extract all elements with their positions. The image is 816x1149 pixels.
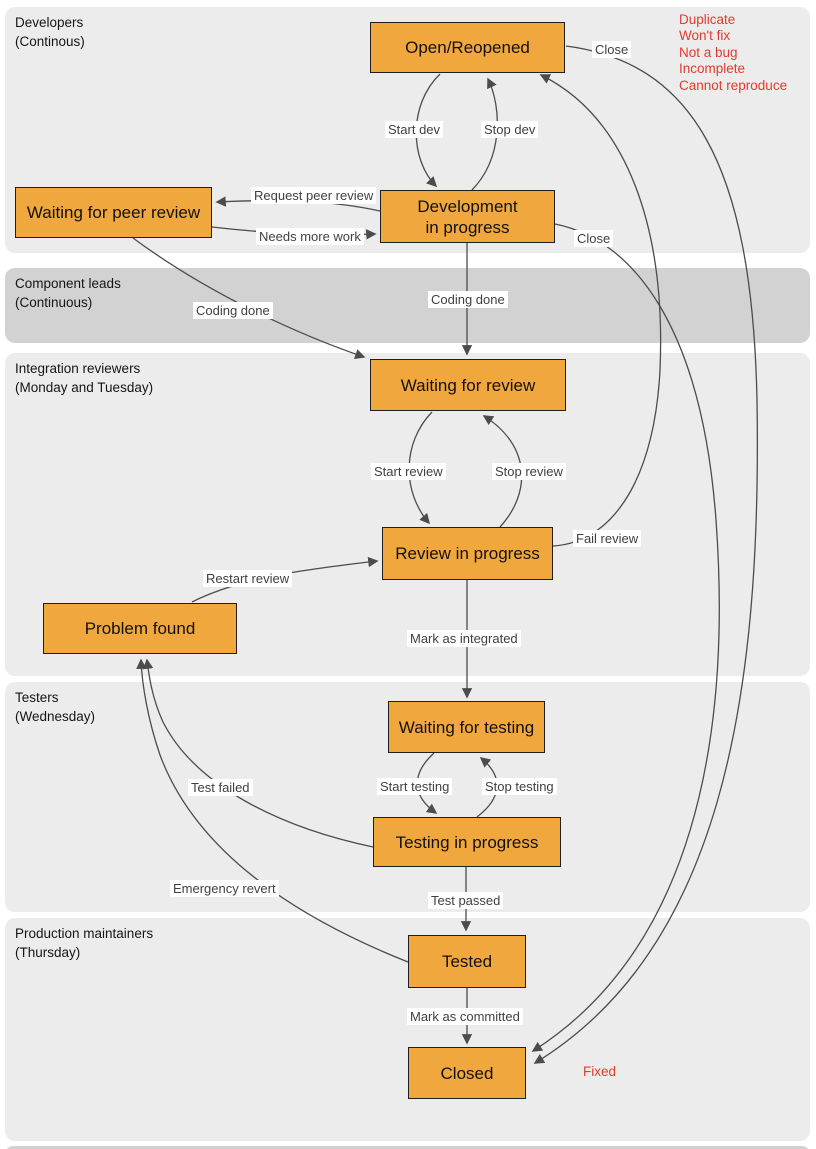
state-label: Closed bbox=[440, 1063, 494, 1083]
state-label: Waiting for peer review bbox=[26, 203, 201, 222]
lane-role: Integration reviewers bbox=[15, 361, 141, 376]
state-closed bbox=[408, 1047, 526, 1099]
close-reason: Incomplete bbox=[679, 61, 746, 77]
transition-label-start-review: Start review bbox=[371, 463, 446, 480]
lane-role: Component leads bbox=[15, 276, 121, 291]
transition-label-emergency-revert: Emergency revert bbox=[170, 880, 279, 897]
transition-label-close-open: Close bbox=[592, 41, 631, 58]
transition-label-needs-more-work: Needs more work bbox=[256, 228, 364, 245]
transition-label-fail-review: Fail review bbox=[573, 530, 641, 547]
transition-label-stop-dev: Stop dev bbox=[481, 121, 538, 138]
transition-label-close-dev: Close bbox=[574, 230, 613, 247]
fixed-annotation: Fixed bbox=[583, 1064, 617, 1079]
transition-label-coding-done-center: Coding done bbox=[428, 291, 508, 308]
lane-role: Developers bbox=[15, 15, 84, 30]
transition-label-start-testing: Start testing bbox=[377, 778, 452, 795]
edge-emergency-revert bbox=[141, 660, 408, 962]
state-testing-in-progress bbox=[373, 817, 561, 867]
state-waiting-for-testing bbox=[388, 701, 545, 753]
state-label bbox=[417, 196, 517, 238]
lane-schedule: (Thursday) bbox=[15, 945, 81, 960]
lane-schedule: (Monday and Tuesday) bbox=[15, 380, 154, 395]
edge-close-open-to-closed bbox=[535, 46, 757, 1063]
transition-label-test-failed: Test failed bbox=[188, 779, 253, 796]
state-label: Review in progress bbox=[395, 544, 540, 563]
lane-role: Production maintainers bbox=[15, 926, 154, 941]
transition-label-start-dev: Start dev bbox=[385, 121, 443, 138]
close-reason: Not a bug bbox=[679, 44, 738, 60]
transition-label-coding-done-left: Coding done bbox=[193, 302, 273, 319]
transition-label-stop-testing: Stop testing bbox=[482, 778, 557, 795]
edge-test-failed bbox=[147, 660, 373, 847]
edge-coding-done-left bbox=[133, 238, 364, 357]
lane-schedule: (Wednesday) bbox=[15, 709, 96, 724]
transition-label-request-peer-review: Request peer review bbox=[251, 187, 376, 204]
lane-schedule: (Continuous) bbox=[15, 295, 93, 310]
close-reason: Duplicate bbox=[679, 12, 736, 27]
transition-label-restart-review: Restart review bbox=[203, 570, 292, 587]
transition-label-mark-as-integrated: Mark as integrated bbox=[407, 630, 521, 647]
state-review-in-progress bbox=[382, 527, 553, 580]
state-development-in-progress bbox=[380, 190, 555, 243]
lane-schedule: (Continous) bbox=[15, 34, 85, 49]
state-waiting-for-peer-review bbox=[15, 187, 212, 238]
lane-role: Testers bbox=[15, 690, 59, 705]
transition-label-mark-as-committed: Mark as committed bbox=[407, 1008, 523, 1025]
transition-label-test-passed: Test passed bbox=[428, 892, 503, 909]
state-waiting-for-review bbox=[370, 359, 566, 411]
close-reasons-annotation bbox=[679, 12, 787, 94]
state-open-reopened bbox=[370, 22, 565, 73]
state-label: Waiting for testing bbox=[398, 717, 535, 737]
state-label: Testing in progress bbox=[395, 832, 539, 852]
state-label: Waiting for review bbox=[400, 375, 536, 395]
state-label: Tested bbox=[441, 952, 493, 971]
state-label: Open/Reopened bbox=[405, 38, 530, 57]
state-label-line2: in progress bbox=[425, 217, 510, 237]
state-tested bbox=[408, 935, 526, 988]
edge-close-dev-to-closed bbox=[533, 224, 719, 1051]
close-reason: Cannot reproduce bbox=[679, 77, 788, 93]
transition-label-stop-review: Stop review bbox=[492, 463, 566, 480]
state-label: Problem found bbox=[84, 619, 196, 638]
close-reason: Won't fix bbox=[679, 28, 731, 44]
state-label-line1: Development bbox=[417, 196, 518, 216]
state-problem-found bbox=[43, 603, 237, 654]
